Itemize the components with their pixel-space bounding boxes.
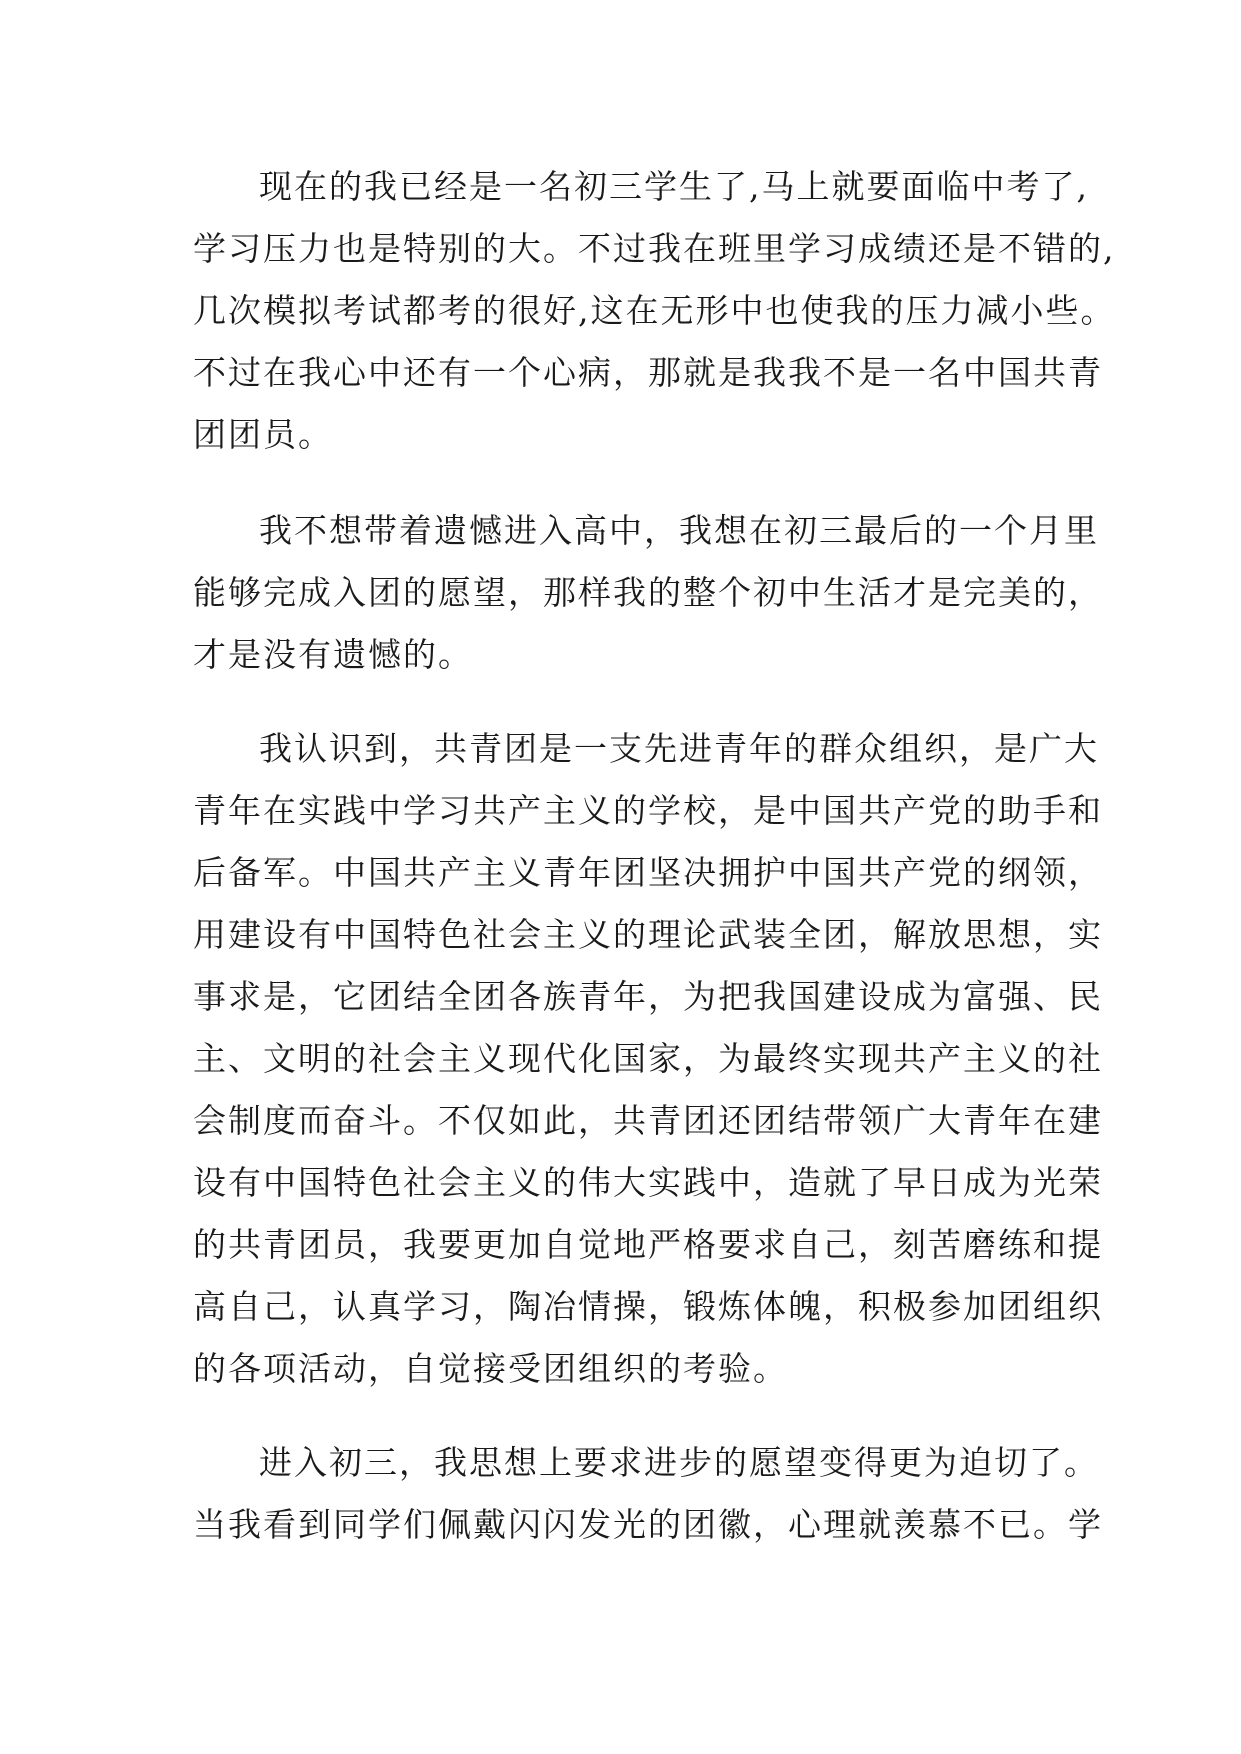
text-line: 高自己，认真学习，陶冶情操，锻炼体魄，积极参加团组织 [193,1287,1103,1326]
text-line: 当我看到同学们佩戴闪闪发光的团徽，心理就羡慕不已。学 [193,1505,1103,1544]
text-line: 团团员。 [193,415,333,454]
text-line: 会制度而奋斗。不仅如此，共青团还团结带领广大青年在建 [193,1101,1103,1140]
text-line: 几次模拟考试都考的很好,这在无形中也使我的压力减小些。 [193,291,1116,330]
text-line: 青年在实践中学习共产主义的学校，是中国共产党的助手和 [193,791,1103,830]
paragraph-4 [193,1432,1103,1556]
text-line: 学习压力也是特别的大。不过我在班里学习成绩还是不错的, [193,229,1116,268]
text-line: 我认识到，共青团是一支先进青年的群众组织，是广大 [259,729,1099,768]
paragraph-2 [193,500,1103,686]
text-line: 不过在我心中还有一个心病，那就是我我不是一名中国共青 [193,353,1103,392]
text-line: 能够完成入团的愿望，那样我的整个初中生活才是完美的， [193,573,1103,612]
text-line: 后备军。中国共产主义青年团坚决拥护中国共产党的纲领， [193,853,1103,892]
paragraph-3 [193,718,1103,1400]
text-line: 用建设有中国特色社会主义的理论武装全团，解放思想，实 [193,915,1103,954]
text-line: 进入初三，我思想上要求进步的愿望变得更为迫切了。 [259,1443,1099,1482]
text-line: 的各项活动，自觉接受团组织的考验。 [193,1349,788,1388]
text-line: 的共青团员，我要更加自觉地严格要求自己，刻苦磨练和提 [193,1225,1103,1264]
paragraph-1 [193,156,1116,466]
text-line: 现在的我已经是一名初三学生了,马上就要面临中考了, [259,167,1089,206]
text-line: 我不想带着遗憾进入高中，我想在初三最后的一个月里 [259,511,1099,550]
text-line: 设有中国特色社会主义的伟大实践中，造就了早日成为光荣 [193,1163,1103,1202]
text-line: 事求是，它团结全团各族青年，为把我国建设成为富强、民 [193,977,1103,1016]
text-line: 才是没有遗憾的。 [193,635,473,674]
text-line: 主、文明的社会主义现代化国家，为最终实现共产主义的社 [193,1039,1103,1078]
